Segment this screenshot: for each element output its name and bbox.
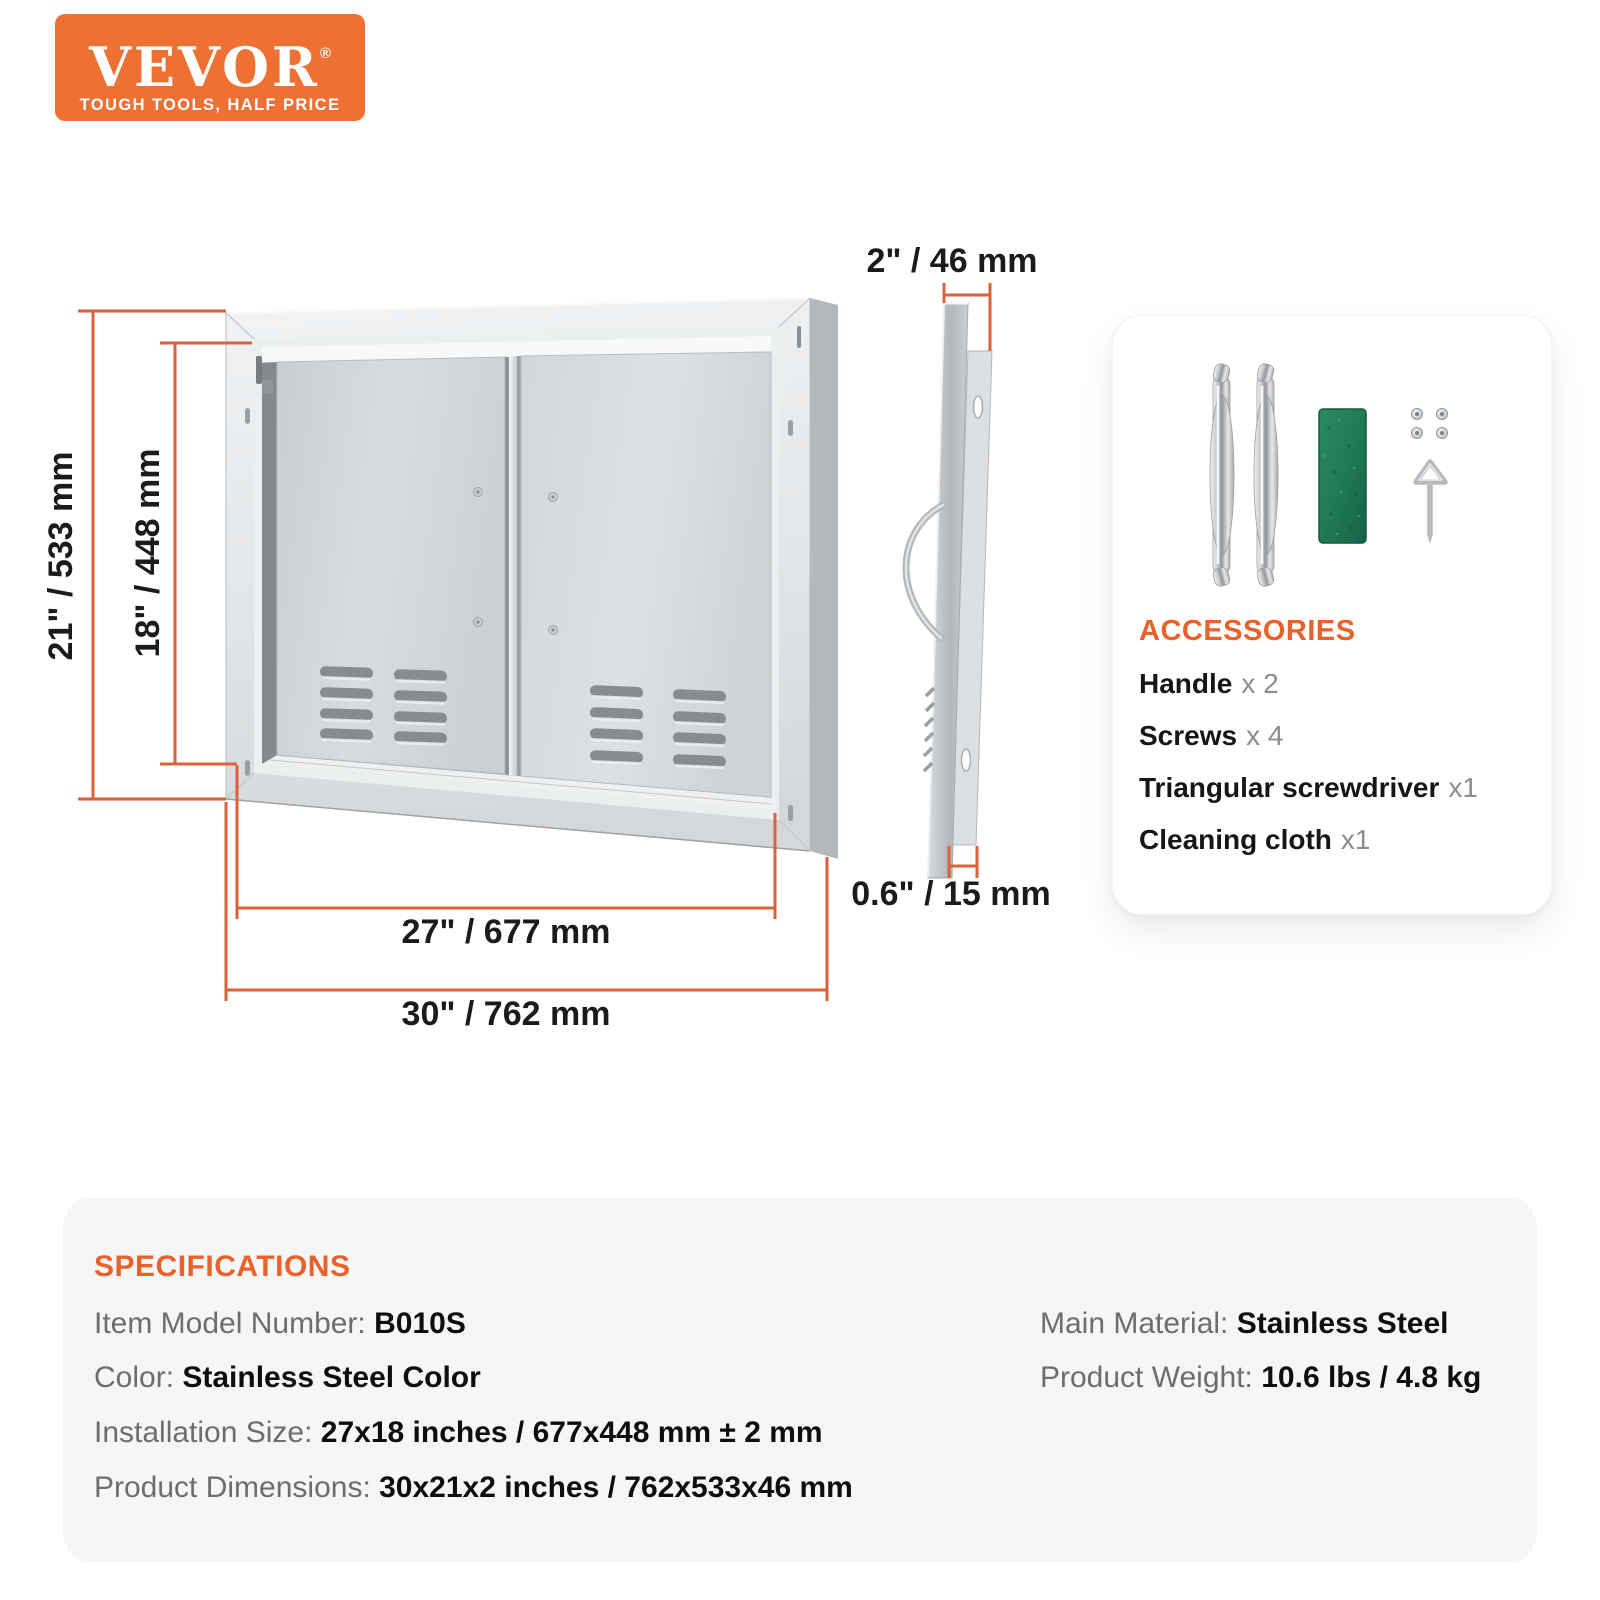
list-item xyxy=(1139,772,1478,803)
accessory-count: x 4 xyxy=(1246,720,1284,751)
spec-label: Item Model Number: xyxy=(94,1307,375,1340)
dim-label-inner-height: 18" / 448 mm xyxy=(129,448,167,658)
door-front-view xyxy=(226,298,838,859)
spec-row-product-dimensions xyxy=(94,1471,853,1505)
spec-row-color xyxy=(94,1361,481,1395)
handle-icon xyxy=(1254,363,1278,588)
dim-label-flange: 0.6" / 15 mm xyxy=(851,875,1051,913)
list-item xyxy=(1139,720,1478,751)
accessory-count: x 2 xyxy=(1241,668,1279,699)
dim-label-depth: 2" / 46 mm xyxy=(866,242,1038,280)
spec-value: 10.6 lbs / 4.8 kg xyxy=(1261,1361,1482,1394)
spec-value: 27x18 inches / 677x448 mm ± 2 mm xyxy=(320,1416,823,1449)
spec-value: B010S xyxy=(374,1307,466,1340)
flange-slot-bottom xyxy=(962,749,971,771)
accessory-label: Triangular screwdriver xyxy=(1139,772,1440,803)
spec-label: Product Dimensions: xyxy=(94,1471,380,1504)
recess-left-reveal xyxy=(262,362,277,764)
triangular-screwdriver-icon xyxy=(1416,462,1445,544)
specifications-panel xyxy=(63,1198,1537,1562)
spec-row-installation-size xyxy=(94,1416,823,1450)
spec-value: Stainless Steel xyxy=(1236,1307,1449,1340)
accessories-list xyxy=(1139,668,1478,876)
dim-label-outer-width: 30" / 762 mm xyxy=(401,995,611,1033)
dim-label-inner-width: 27" / 677 mm xyxy=(401,913,611,951)
specifications-heading: SPECIFICATIONS xyxy=(94,1250,351,1283)
accessories-heading: ACCESSORIES xyxy=(1139,615,1356,647)
accessories-illustration xyxy=(1113,316,1551,606)
flange-slot-top xyxy=(974,396,983,418)
registered-mark-icon: ® xyxy=(319,45,331,62)
accessory-label: Handle xyxy=(1139,668,1233,699)
right-door-panel xyxy=(521,352,771,797)
spec-label: Color: xyxy=(94,1361,183,1394)
brand-tagline: TOUGH TOOLS, HALF PRICE xyxy=(79,96,341,114)
accessory-count: x1 xyxy=(1340,824,1371,855)
accessory-count: x1 xyxy=(1448,772,1478,803)
cleaning-cloth-icon xyxy=(1319,409,1366,543)
spec-row-material xyxy=(1040,1307,1449,1341)
screws-icon xyxy=(1412,409,1448,439)
list-item xyxy=(1139,668,1478,699)
left-door-panel xyxy=(277,357,505,774)
spec-value: Stainless Steel Color xyxy=(182,1361,481,1394)
accessories-card xyxy=(1112,315,1552,915)
accessory-label: Cleaning cloth xyxy=(1139,824,1332,855)
door-side-face xyxy=(810,298,838,859)
spec-row-model xyxy=(94,1307,466,1341)
handle-icon xyxy=(1210,363,1234,588)
accessory-label: Screws xyxy=(1139,720,1238,751)
spec-label: Product Weight: xyxy=(1040,1361,1262,1394)
center-divider xyxy=(505,356,521,776)
spec-label: Installation Size: xyxy=(94,1416,321,1449)
spec-value: 30x21x2 inches / 762x533x46 mm xyxy=(379,1471,853,1504)
dim-label-outer-height: 21" / 533 mm xyxy=(42,451,80,661)
spec-label: Main Material: xyxy=(1040,1307,1237,1340)
spec-row-weight xyxy=(1040,1361,1481,1395)
brand-name: VEVOR® xyxy=(89,35,331,99)
list-item xyxy=(1139,824,1478,855)
door-side-view xyxy=(906,303,992,878)
